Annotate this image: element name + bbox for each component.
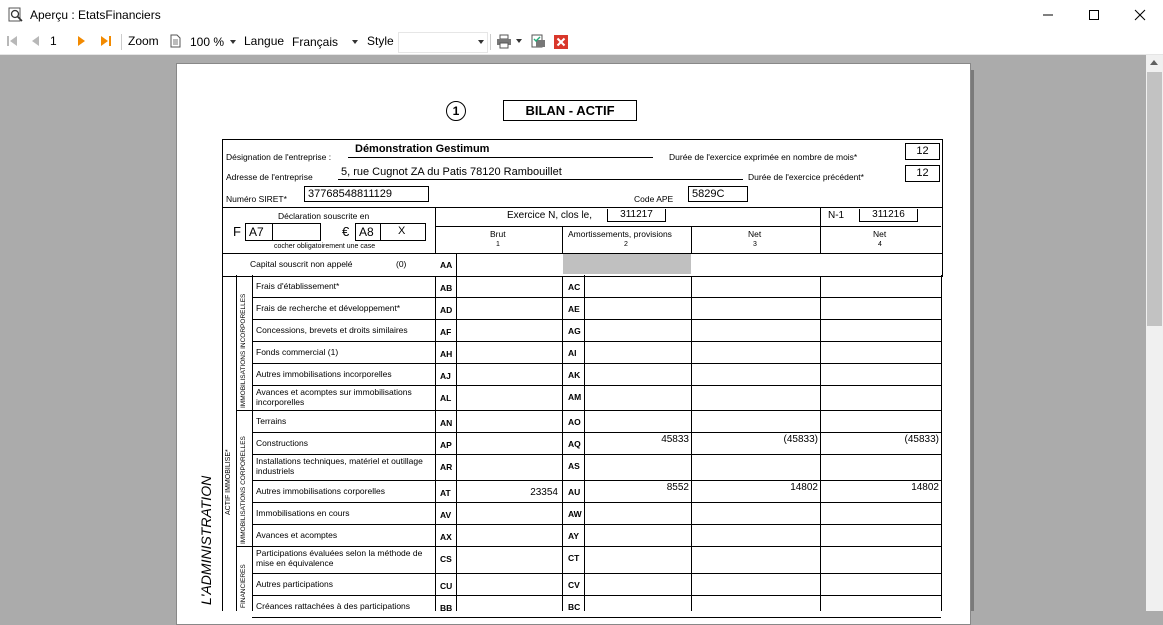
exercise-label: Exercice N, clos le, bbox=[507, 210, 593, 221]
row-value-net: (45833) bbox=[783, 434, 818, 445]
row-label: Frais de recherche et développement* bbox=[256, 303, 401, 313]
row-code-brut: AF bbox=[440, 327, 452, 337]
vertical-actif: ACTIF IMMOBILISE* bbox=[225, 449, 232, 515]
row-label: Installations techniques, matériel et outillage industriels bbox=[256, 456, 423, 476]
vertical-corporelles: IMMOBILISATIONS CORPORELLES bbox=[240, 436, 247, 544]
row-value-net: 14802 bbox=[790, 482, 818, 493]
capital-code: (0) bbox=[396, 259, 407, 269]
print-icon[interactable] bbox=[496, 34, 512, 49]
row-label: Autres immobilisations incorporelles bbox=[256, 369, 392, 379]
row-code-amort: AM bbox=[568, 392, 582, 402]
scrollbar-thumb[interactable] bbox=[1147, 72, 1162, 326]
maximize-button[interactable] bbox=[1071, 0, 1117, 30]
page-number-field[interactable]: 1 bbox=[50, 34, 57, 48]
print-setup-icon[interactable] bbox=[530, 34, 546, 49]
prev-duration-label: Durée de l'exercice précédent* bbox=[748, 172, 864, 182]
row-divider bbox=[252, 617, 941, 618]
f-label: F bbox=[233, 224, 241, 239]
preview-icon bbox=[8, 7, 24, 23]
vertical-financieres: FINANCIERES bbox=[240, 564, 247, 608]
row-label: Avances et acomptes bbox=[256, 530, 338, 540]
row-divider bbox=[252, 480, 941, 481]
row-divider bbox=[252, 385, 941, 386]
row-label: Immobilisations en cours bbox=[256, 508, 350, 518]
close-icon bbox=[1134, 9, 1146, 21]
row-divider bbox=[252, 341, 941, 342]
check-note: cocher obligatoirement une case bbox=[274, 243, 376, 250]
col-net-prev-number: 4 bbox=[878, 241, 882, 248]
last-page-icon[interactable] bbox=[100, 34, 112, 48]
row-code-amort: BC bbox=[568, 602, 581, 612]
row-code-amort: AG bbox=[568, 326, 581, 336]
previous-page-icon[interactable] bbox=[30, 34, 40, 48]
row-code-amort: AO bbox=[568, 417, 581, 427]
first-page-icon[interactable] bbox=[6, 34, 18, 48]
euro-label: € bbox=[342, 224, 350, 239]
close-window-button[interactable] bbox=[1117, 0, 1163, 30]
chevron-down-icon bbox=[352, 40, 358, 44]
col-amort-number: 2 bbox=[624, 241, 628, 248]
row-value-prev: (45833) bbox=[904, 434, 939, 445]
row-divider bbox=[252, 432, 941, 433]
col-brut-header: Brut bbox=[490, 229, 506, 239]
col-brut-number: 1 bbox=[496, 241, 500, 248]
prev-year-date: 311216 bbox=[859, 209, 918, 222]
row-label: Frais d'établissement* bbox=[256, 281, 340, 291]
address-value: 5, rue Cugnot ZA du Patis 78120 Rambouillet bbox=[341, 166, 562, 178]
page-icon bbox=[170, 34, 181, 48]
col-net-prev-header: Net bbox=[873, 229, 887, 239]
row-value-prev: 14802 bbox=[911, 482, 939, 493]
row-code-brut: AP bbox=[440, 440, 452, 450]
capital-code-aa: AA bbox=[440, 260, 453, 270]
vertical-scrollbar[interactable] bbox=[1146, 55, 1163, 611]
prev-year-label: N-1 bbox=[828, 210, 845, 221]
row-label: Avances et acomptes sur immobilisations incorporelles bbox=[256, 387, 412, 407]
siret-field: 37768548811129 bbox=[304, 186, 429, 202]
print-dropdown-icon[interactable] bbox=[516, 39, 522, 43]
style-select[interactable] bbox=[398, 32, 488, 53]
row-label: Concessions, brevets et droits similaires bbox=[256, 325, 408, 335]
zoom-label[interactable]: Zoom bbox=[128, 34, 159, 48]
row-code-brut: AN bbox=[440, 418, 453, 428]
title-bar bbox=[0, 0, 1163, 30]
scroll-up-icon[interactable] bbox=[1150, 60, 1158, 65]
row-code-amort: CT bbox=[568, 553, 580, 563]
page-number-badge: 1 bbox=[446, 101, 466, 121]
exercise-date: 311217 bbox=[607, 209, 666, 222]
col-net-number: 3 bbox=[753, 241, 757, 248]
row-label: Créances rattachées à des participations bbox=[256, 601, 411, 611]
row-code-brut: AH bbox=[440, 349, 453, 359]
company-value: Démonstration Gestimum bbox=[355, 143, 490, 155]
row-divider bbox=[252, 502, 941, 503]
row-code-amort: AE bbox=[568, 304, 580, 314]
row-divider bbox=[252, 524, 941, 525]
row-code-amort: AQ bbox=[568, 439, 581, 449]
capital-shaded-cell bbox=[563, 254, 691, 274]
row-label: Constructions bbox=[256, 438, 308, 448]
prev-duration-field: 12 bbox=[905, 165, 940, 182]
row-divider bbox=[252, 319, 941, 320]
maximize-icon bbox=[1088, 9, 1100, 21]
row-value-amort: 8552 bbox=[666, 482, 689, 493]
f-field: A7 bbox=[245, 223, 321, 241]
toolbar bbox=[0, 30, 1163, 55]
row-code-amort: AK bbox=[568, 370, 581, 380]
chevron-down-icon bbox=[230, 40, 236, 44]
minimize-button[interactable] bbox=[1025, 0, 1071, 30]
row-code-brut: CS bbox=[440, 554, 452, 564]
close-preview-icon[interactable] bbox=[554, 35, 568, 49]
vertical-incorporelles: IMMOBILISATIONS INCORPORELLES bbox=[240, 293, 247, 408]
zoom-select[interactable]: 100 % bbox=[185, 32, 240, 53]
row-value-amort: 45833 bbox=[661, 434, 689, 445]
row-divider bbox=[252, 363, 941, 364]
ape-field: 5829C bbox=[688, 186, 748, 202]
row-divider bbox=[252, 454, 941, 455]
row-label: Participations évaluées selon la méthode de mise en équivalence bbox=[256, 548, 423, 568]
row-label: Fonds commercial (1) bbox=[256, 347, 339, 357]
row-value-brut: 23354 bbox=[530, 487, 558, 498]
row-code-brut: AR bbox=[440, 462, 453, 472]
window-title: Aperçu : EtatsFinanciers bbox=[30, 8, 161, 22]
vertical-administration: L'ADMINISTRATION bbox=[198, 475, 214, 605]
row-label: Terrains bbox=[256, 416, 287, 426]
address-label: Adresse de l'entreprise bbox=[226, 172, 313, 182]
duration-label: Durée de l'exercice exprimée en nombre de mois* bbox=[669, 152, 858, 162]
row-code-amort: AS bbox=[568, 461, 580, 471]
duration-field: 12 bbox=[905, 143, 940, 160]
company-label: Désignation de l'entreprise : bbox=[226, 152, 332, 162]
row-divider bbox=[252, 410, 941, 411]
style-label: Style bbox=[367, 34, 394, 48]
row-code-amort: CV bbox=[568, 580, 580, 590]
row-code-brut: AB bbox=[440, 283, 453, 293]
language-label: Langue bbox=[244, 34, 285, 48]
row-divider bbox=[252, 595, 941, 596]
next-page-icon[interactable] bbox=[77, 34, 87, 48]
capital-label: Capital souscrit non appelé bbox=[250, 259, 353, 269]
row-code-brut: BB bbox=[440, 603, 453, 613]
row-code-brut: AV bbox=[440, 510, 452, 520]
declaration-label: Déclaration souscrite en bbox=[278, 211, 370, 221]
row-label: Autres immobilisations corporelles bbox=[256, 486, 385, 496]
row-code-amort: AU bbox=[568, 487, 581, 497]
euro-checkbox: X bbox=[398, 225, 406, 237]
row-code-amort: AI bbox=[568, 348, 577, 358]
ape-label: Code APE bbox=[634, 194, 674, 204]
row-label: Autres participations bbox=[256, 579, 334, 589]
col-amort-header: Amortissements, provisions bbox=[568, 229, 672, 239]
row-divider bbox=[252, 573, 941, 574]
siret-label: Numéro SIRET* bbox=[226, 194, 287, 204]
report-title: BILAN - ACTIF bbox=[503, 100, 637, 121]
euro-field: A8 bbox=[355, 223, 426, 241]
row-code-brut: CU bbox=[440, 581, 453, 591]
row-divider bbox=[252, 297, 941, 298]
row-code-amort: AY bbox=[568, 531, 580, 541]
row-code-brut: AJ bbox=[440, 371, 451, 381]
row-divider bbox=[252, 546, 941, 547]
minimize-icon bbox=[1042, 9, 1054, 21]
row-code-brut: AD bbox=[440, 305, 453, 315]
row-code-brut: AL bbox=[440, 393, 452, 403]
language-select[interactable]: Français bbox=[287, 32, 362, 53]
col-net-header: Net bbox=[748, 229, 762, 239]
row-code-amort: AC bbox=[568, 282, 581, 292]
row-code-brut: AX bbox=[440, 532, 452, 542]
chevron-down-icon bbox=[478, 40, 484, 44]
row-code-brut: AT bbox=[440, 488, 451, 498]
row-code-amort: AW bbox=[568, 509, 582, 519]
